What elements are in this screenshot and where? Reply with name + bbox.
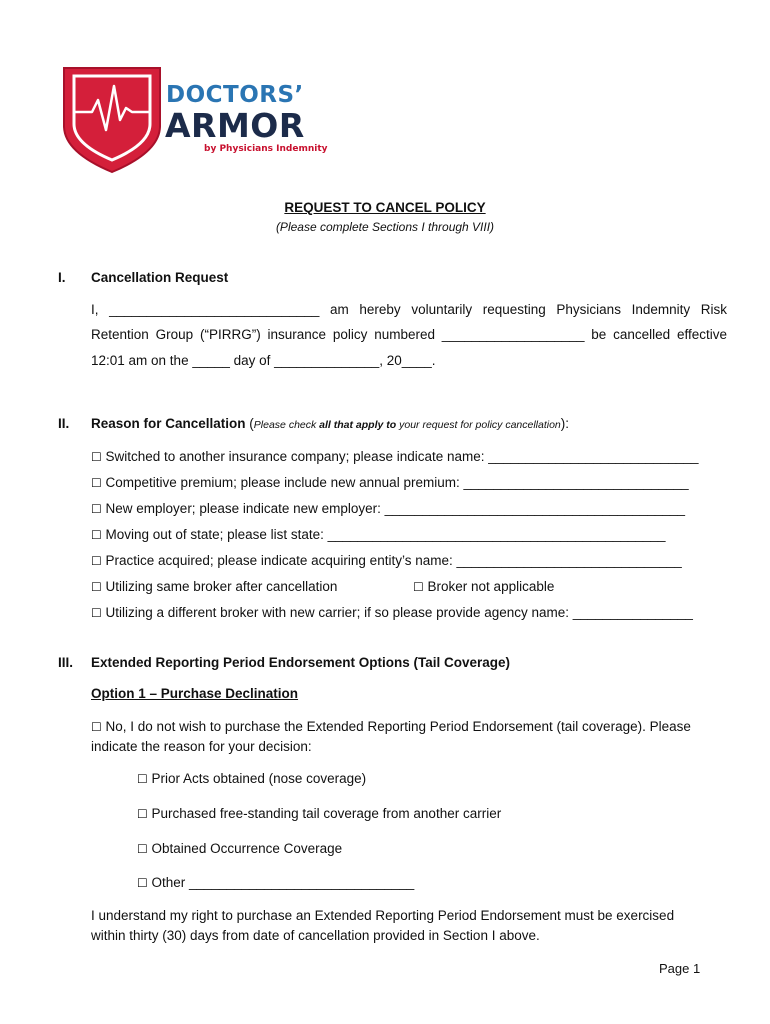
section-2-note bbox=[254, 419, 561, 431]
reason-same-broker[interactable] bbox=[91, 579, 337, 594]
option-1-title: Option 1 – Purchase Declination bbox=[91, 686, 299, 701]
section-3-heading: Extended Reporting Period Endorsement Options (Tail Coverage) bbox=[91, 655, 511, 670]
checkbox-icon[interactable]: ☐ bbox=[91, 450, 102, 464]
reason-new-employer[interactable] bbox=[91, 501, 685, 516]
reason-label: Obtained Occurrence Coverage bbox=[151, 841, 343, 856]
doctors-armor-logo bbox=[62, 64, 332, 176]
reason-switched-insurer[interactable] bbox=[91, 449, 698, 464]
reason-occurrence-coverage[interactable] bbox=[137, 841, 342, 856]
reason-label: Practice acquired; please indicate acquiring entity’s name: ______________________________ bbox=[105, 553, 682, 568]
section-3-number: III. bbox=[58, 655, 74, 670]
reason-label: Utilizing a different broker with new carrier; if so please provide agency name: ________________ bbox=[105, 605, 693, 620]
logo-line-doctors: DOCTORS’ bbox=[166, 82, 304, 108]
reason-practice-acquired[interactable] bbox=[91, 553, 682, 568]
reason-label: New employer; please indicate new employer: ________________________________________ bbox=[105, 501, 685, 516]
note-open-paren: ( bbox=[245, 416, 254, 431]
reason-different-broker[interactable] bbox=[91, 605, 693, 620]
reason-prior-acts[interactable] bbox=[137, 771, 366, 786]
section-2-number: II. bbox=[58, 416, 70, 431]
checkbox-icon[interactable]: ☐ bbox=[413, 580, 424, 594]
note-bold: all that apply to bbox=[319, 419, 397, 431]
reason-label: Other ______________________________ bbox=[151, 875, 415, 890]
checkbox-icon[interactable]: ☐ bbox=[91, 476, 102, 490]
checkbox-icon[interactable]: ☐ bbox=[91, 720, 102, 734]
reason-free-standing-tail[interactable] bbox=[137, 806, 501, 821]
understand-line-1: I understand my right to purchase an Extended Reporting Period Endorsement must be exercised bbox=[91, 908, 675, 923]
reason-moving-state[interactable] bbox=[91, 527, 666, 542]
note-post: your request for policy cancellation bbox=[396, 419, 561, 431]
section-2-heading bbox=[91, 416, 569, 431]
shield-heartbeat-icon bbox=[62, 64, 162, 176]
logo-line-armor: ARMOR bbox=[165, 106, 305, 145]
document-subtitle: (Please complete Sections I through VIII) bbox=[275, 220, 495, 234]
section-1-line-3: 12:01 am on the _____ day of ______________, 20____. bbox=[91, 353, 436, 368]
reason-label: Switched to another insurance company; please indicate name: ____________________________ bbox=[105, 449, 699, 464]
checkbox-icon[interactable]: ☐ bbox=[91, 554, 102, 568]
section-2-heading-text: Reason for Cancellation bbox=[91, 416, 246, 431]
checkbox-icon[interactable]: ☐ bbox=[137, 807, 148, 821]
reason-broker-not-applicable[interactable] bbox=[413, 579, 554, 594]
checkbox-icon[interactable]: ☐ bbox=[91, 502, 102, 516]
note-pre: Please check bbox=[253, 419, 320, 431]
reason-label: Moving out of state; please list state: _____________________________________________ bbox=[105, 527, 666, 542]
logo-tagline: by Physicians Indemnity bbox=[204, 144, 328, 154]
decline-line-2: indicate the reason for your decision: bbox=[91, 739, 312, 754]
page-number: Page 1 bbox=[659, 961, 701, 976]
reason-label: Competitive premium; please include new annual premium: ______________________________ bbox=[105, 475, 689, 490]
section-1-line-2: Retention Group (“PIRRG”) insurance policy numbered ___________________ be cancelled effective bbox=[91, 327, 727, 342]
decline-label: No, I do not wish to purchase the Extended Reporting Period Endorsement (tail coverage). Please bbox=[105, 719, 691, 734]
reason-other[interactable] bbox=[137, 875, 414, 890]
reason-label: Broker not applicable bbox=[427, 579, 555, 594]
checkbox-icon[interactable]: ☐ bbox=[91, 528, 102, 542]
reason-competitive-premium[interactable] bbox=[91, 475, 689, 490]
note-close-paren: ): bbox=[560, 416, 570, 431]
section-1-heading: Cancellation Request bbox=[91, 270, 229, 285]
understand-line-2: within thirty (30) days from date of cancellation provided in Section I above. bbox=[91, 928, 540, 943]
section-1-number: I. bbox=[58, 270, 66, 285]
reason-label: Prior Acts obtained (nose coverage) bbox=[151, 771, 367, 786]
reason-label: Purchased free-standing tail coverage from another carrier bbox=[151, 806, 502, 821]
section-1-line-1: I, ____________________________ am hereby voluntarily requesting Physicians Indemnity Risk bbox=[91, 302, 727, 317]
checkbox-icon[interactable]: ☐ bbox=[91, 580, 102, 594]
document-title: REQUEST TO CANCEL POLICY bbox=[284, 200, 486, 215]
checkbox-icon[interactable]: ☐ bbox=[137, 876, 148, 890]
checkbox-icon[interactable]: ☐ bbox=[137, 842, 148, 856]
checkbox-icon[interactable]: ☐ bbox=[137, 772, 148, 786]
reason-label: Utilizing same broker after cancellation bbox=[105, 579, 338, 594]
decline-tail-coverage[interactable] bbox=[91, 719, 691, 734]
checkbox-icon[interactable]: ☐ bbox=[91, 606, 102, 620]
